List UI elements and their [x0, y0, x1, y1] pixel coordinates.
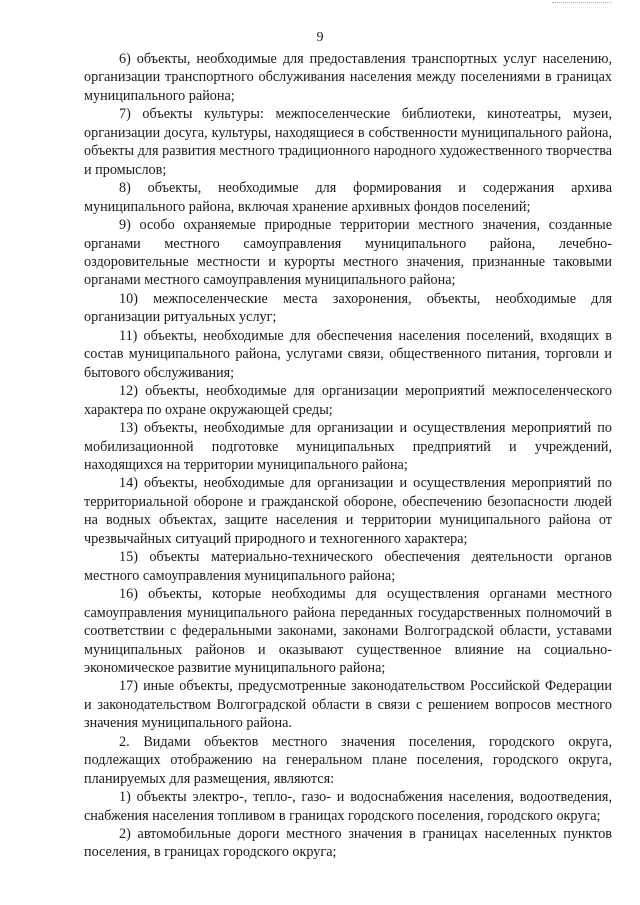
paragraph-item-8: 8) объекты, необходимые для формирования и содержания архива муниципального района, включая хранение архивных фондов поселений;: [84, 180, 612, 215]
document-body: [84, 50, 612, 862]
paragraph-item-12: 12) объекты, необходимые для организации мероприятий межпоселенческого характера по охране окружающей среды;: [84, 383, 612, 418]
paragraph-item-13: 13) объекты, необходимые для организации и осуществления мероприятий по мобилизационной подготовке муниципальных предприятий и учреждений, находящихся на территории муниципального района;: [84, 420, 612, 473]
paragraph-section-2: 2. Видами объектов местного значения поселения, городского округа, подлежащих отображению на генеральном плане поселения, городского округа, планируемых для размещения, являются:: [84, 733, 612, 787]
scan-corner-mark: [552, 2, 612, 5]
paragraph-section-2-item-2: 2) автомобильные дороги местного значения в границах населенных пунктов поселения, в границах городского округа;: [84, 826, 612, 861]
paragraph-item-16: 16) объекты, которые необходимы для осуществления органами местного самоуправления муниципального района переданных государственных полномочий в соответствии с федеральными законами, законами Волгоградской области, уставами муниципальных районов и оказывают существенное влияние на социально-экономическое развитие муниципального района;: [84, 586, 612, 676]
paragraph-item-14: 14) объекты, необходимые для организации и осуществления мероприятий по территориальной обороне и гражданской обороне, обеспечению безопасности людей на водных объектах, защите населения и территории муниципального района от чрезвычайных ситуаций природного и техногенного характера;: [84, 475, 612, 547]
paragraph-item-6: 6) объекты, необходимые для предоставления транспортных услуг населению, организации транспортного обслуживания населения между поселениями в границах муниципального района;: [84, 51, 612, 104]
page-number: 9: [316, 30, 324, 45]
paragraph-item-11: 11) объекты, необходимые для обеспечения населения поселений, входящих в состав муниципального района, услугами связи, общественного питания, торговли и бытового обслуживания;: [84, 327, 612, 381]
paragraph-item-15: 15) объекты материально-технического обеспечения деятельности органов местного самоуправления муниципального района;: [84, 549, 612, 584]
paragraph-item-17: 17) иные объекты, предусмотренные законодательством Российской Федерации и законодательством Волгоградской области в связи с решением вопросов местного значения муниципального района.: [84, 678, 612, 732]
paragraph-item-7: 7) объекты культуры: межпоселенческие библиотеки, кинотеатры, музеи, организации досуга, культуры, находящиеся в собственности муниципального района, объекты для развития местного традиционного народного художественного творчества и промыслов;: [84, 106, 612, 178]
paragraph-item-9: 9) особо охраняемые природные территории местного значения, созданные органами местного самоуправления муниципального района, лечебно-оздоровительные местности и курорты местного значения, признанные таковыми органами местного самоуправления муниципального района;: [84, 217, 612, 289]
paragraph-section-2-item-1: 1) объекты электро-, тепло-, газо- и водоснабжения населения, водоотведения, снабжения населения топливом в границах городского поселения, городского округа;: [84, 789, 612, 824]
paragraph-item-10: 10) межпоселенческие места захоронения, объекты, необходимые для организации ритуальных услуг;: [84, 290, 612, 326]
